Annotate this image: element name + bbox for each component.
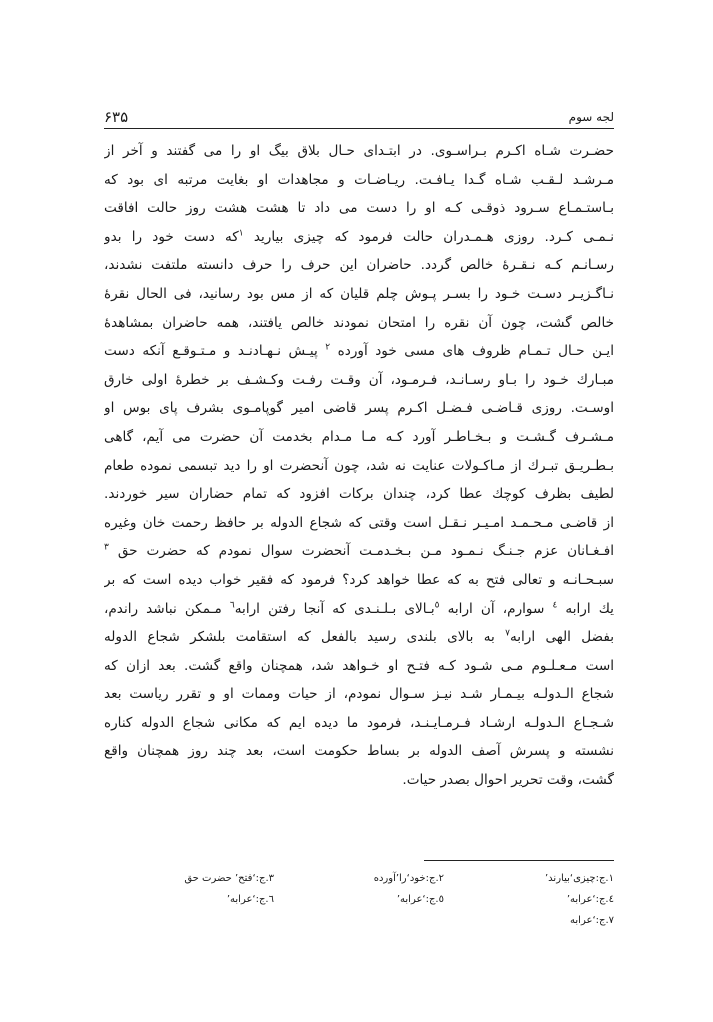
text-line: شجاع الـدولـه بیـمـار شـد نیـز سـوال نمودم، از حیات وممات او و تقرر ریاست بعد <box>104 686 614 703</box>
text-fragment: ایـن حـال تـمـام ظروف های مسی خود آورده <box>337 343 614 360</box>
footnote: ٦.ج:‘عرابه’ <box>226 894 274 905</box>
footnote-row <box>104 889 614 910</box>
text-fragment: نـمـی کـرد. روزی هـمـدران حالت فرمود که چیزی بیارید <box>253 228 614 245</box>
footnote-mark: ٧ <box>505 628 510 639</box>
running-title: لجه سوم <box>568 110 614 124</box>
text-fragment: مـمکن نباشد راندم، <box>104 600 222 617</box>
footnote-mark: ١ <box>238 228 244 239</box>
text-line <box>104 595 614 624</box>
text-line: رسـانـم کـه نـقـرهٔ خالص گردد. حاضران این حرف را حرف دانسته ملتفت نشدند، <box>104 257 614 274</box>
footnote: ٢.ج:خود‘را’آورده <box>373 873 444 884</box>
text-line: بـطـریـق تبـرك از مـاکـولات عنایت نه شد، چون آنحضرت او را دید تبسمی نموده طعام <box>104 457 614 474</box>
text-line: شـجـاع الـدولـه ارشـاد فـرمـایـنـد، فرمود ما دیده ایم که مکانی شجاع الدوله کناره <box>104 714 614 731</box>
text-line: سبـحـانـه و تعالی فتح به که عطا خواهد کرد؟ فرمود که فقیر خواب دیده است که بر <box>104 571 614 588</box>
document-page <box>104 108 614 926</box>
footnote-row <box>104 910 614 931</box>
footnote-mark: ٥ <box>434 599 440 610</box>
text-line: حضـرت شـاه اکـرم بـراسـوی. در ابتـدای حـال بلاق بیگ او را می گفتند و آخر از <box>104 143 614 159</box>
text-line <box>104 623 614 652</box>
text-fragment: بـالای بـلـنـدی که آنجا رفتن ارابه <box>234 600 435 617</box>
text-line <box>104 537 614 566</box>
text-fragment: سوارم، آن ارابه <box>447 600 545 617</box>
footnote: ١.ج:چیزی‘بیارند’ <box>545 873 614 884</box>
text-line: از قاضـی مـحـمـد امـیـر نـقـل است وقتی که شجاع الدوله بر حافظ رحمت خان وغیره <box>104 514 614 531</box>
footnote-divider <box>424 860 614 861</box>
text-line <box>104 337 614 366</box>
text-line: مبـارك خـود را بـاو رسـانـد، فـرمـود، آن وقـت رفـت وکـشـف بر خطرهٔ اولی خارق <box>104 371 614 388</box>
text-line: نشسته و پسرش آصف الدوله بر بساط حکومت است، بعد چند روز همچنان واقع <box>104 743 614 760</box>
text-line: مـشـرف گـشـت و بـخـاطـر آورد کـه مـا مـدام بخدمت آن حضرت می آیم، گاهی <box>104 428 614 445</box>
text-fragment: پیـش نـهـادنـد و مـتـوقـع آنکه دست <box>104 343 318 360</box>
footnote: ٥.ج:‘عرابه’ <box>396 894 444 905</box>
text-fragment: که دست خود را بدو <box>104 228 239 245</box>
footnote-mark: ٤ <box>552 599 558 610</box>
text-line: گشت، وقت تحریر احوال بصدر حیات. <box>402 772 614 789</box>
footnote-mark: ٣ <box>104 542 109 553</box>
footnote-row <box>104 868 614 889</box>
text-line: مـرشـد لـقـب شـاه گـدا یـافـت. ریـاضـات و مجاهدات او بغایت مرتبه ای بود که <box>104 171 614 188</box>
text-fragment: بفضل الهی ارابه <box>509 629 614 646</box>
body-text <box>104 137 614 795</box>
text-line: است مـعـلـوم مـی شـود کـه فتـح او خـواهد شد، همچنان واقع گشت. بعد ازان که <box>104 657 614 674</box>
text-fragment: به بالای بلندی رسید بالفعل که استقامت بلشکر شجاع الدوله <box>104 629 495 646</box>
text-line: نـاگـزیـر دسـت خـود را بسـر پـوش چلم قلیان که از مس بود رسانید، فی الحال نقرهٔ <box>104 285 614 302</box>
text-fragment: افـغـانان عزم جـنـگ نـمـود مـن بـخـدمـت آنحضرت سوال نمودم که حضرت حق <box>117 543 614 560</box>
text-line: خالص گشت، چون آن نقره را امتحان نمودند خالص یافتند، همه حاضران بمشاهدهٔ <box>104 314 614 331</box>
page-number: ۶۳۵ <box>104 108 129 126</box>
footnote-mark: ٢ <box>325 342 331 353</box>
footnote: ٤.ج:‘عرابه’ <box>566 894 614 905</box>
text-fragment: یك ارابه <box>565 600 614 617</box>
text-line: اوسـت. روزی قـاضـی فـضـل اکـرم پسر قاضی امیر گوپامـوی بشرف پای بوس او <box>104 400 614 417</box>
text-line: بـاستـمـاع سـرود ذوقـی کـه او را دست می داد تا هشت هشت روز حالت افاقت <box>104 200 614 217</box>
footnote: ٧.ج:‘عرابه <box>570 915 614 926</box>
footnote-mark: ٦ <box>229 599 235 610</box>
footnotes <box>104 868 614 931</box>
text-line <box>104 223 614 252</box>
footnote: ٣.ج:‘فتح’ حضرت حق <box>184 873 274 884</box>
page-header <box>104 108 614 129</box>
text-line: لطیف بظرف کوچك عطا کرد، چندان برکات افزود که تمام حضاران سیر خوردند. <box>104 486 614 503</box>
